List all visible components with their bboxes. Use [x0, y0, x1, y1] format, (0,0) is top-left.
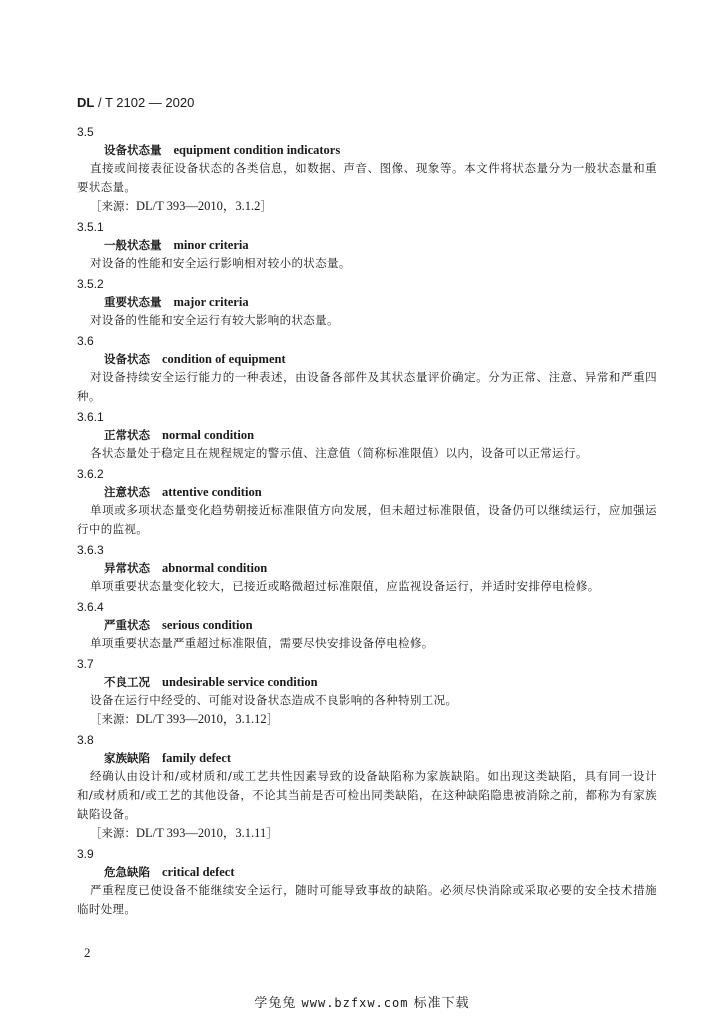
- clause-number: 3.5.2: [77, 277, 104, 291]
- term-definition: 各状态量处于稳定且在规程规定的警示值、注意值（简称标准限值）以内，设备可以正常运行。: [90, 446, 588, 460]
- source-reference: DL/T 393—2010，3.1.2: [136, 199, 261, 213]
- term-chinese: 正常状态: [104, 428, 150, 442]
- source-close: ］: [260, 199, 272, 213]
- terms-content: [77, 121, 657, 919]
- source-open: ［来源：: [90, 826, 136, 840]
- term-definition: 对设备的性能和安全运行影响相对较小的状态量。: [90, 256, 351, 270]
- footer-watermark: [0, 992, 724, 1011]
- term-chinese: 严重状态: [104, 618, 150, 632]
- term-english: condition of equipment: [162, 352, 286, 366]
- term-definition: 直接或间接表征设备状态的各类信息，如数据、声音、图像、现象等。本文件将状态量分为一般状态量和重要状态量。: [77, 161, 657, 194]
- term-chinese: 异常状态: [104, 561, 150, 575]
- clause-number: 3.6: [77, 334, 94, 348]
- term-definition: 对设备持续安全运行能力的一种表述，由设备各部件及其状态量评价确定。分为正常、注意、异常和严重四种。: [77, 370, 657, 403]
- source-open: ［来源：: [90, 712, 136, 726]
- term-heading: [77, 616, 657, 634]
- term-source: [77, 710, 657, 729]
- term-heading: [77, 483, 657, 501]
- term-heading: [77, 350, 657, 368]
- source-reference: DL/T 393—2010，3.1.12: [136, 712, 267, 726]
- term-entry: [77, 218, 657, 273]
- term-chinese: 注意状态: [104, 485, 150, 499]
- standard-prefix: DL: [77, 95, 95, 110]
- clause-number: 3.5.1: [77, 220, 104, 234]
- term-english: major criteria: [173, 295, 249, 309]
- footer-url: www.bzfxw.com: [301, 996, 409, 1010]
- term-english: attentive condition: [162, 485, 262, 499]
- clause-number: 3.6.4: [77, 600, 104, 614]
- term-heading: [77, 749, 657, 767]
- term-english: abnormal condition: [162, 561, 268, 575]
- term-definition: 单项重要状态量变化较大，已接近或略微超过标准限值，应监视设备运行，并适时安排停电检修。: [90, 579, 600, 593]
- clause-number: 3.5: [77, 125, 94, 139]
- term-english: critical defect: [162, 865, 235, 879]
- term-chinese: 危急缺陷: [104, 865, 150, 879]
- term-heading: [77, 559, 657, 577]
- term-heading: [77, 293, 657, 311]
- term-heading: [77, 236, 657, 254]
- term-entry: [77, 408, 657, 463]
- term-entry: [77, 598, 657, 653]
- term-entry: [77, 731, 657, 843]
- clause-number: 3.8: [77, 733, 94, 747]
- term-entry: [77, 465, 657, 539]
- term-definition: 对设备的性能和安全运行有较大影响的状态量。: [90, 313, 339, 327]
- standard-code-header: [77, 95, 194, 110]
- term-entry: [77, 655, 657, 729]
- term-entry: [77, 275, 657, 330]
- page-number: 2: [84, 945, 91, 960]
- term-definition: 经确认由设计和/或材质和/或工艺共性因素导致的设备缺陷称为家族缺陷。如出现这类缺陷，具有同一设计和/或材质和/或工艺的其他设备，不论其当前是否可检出同类缺陷，在这种缺陷隐患被消除之前，都称为有家族缺陷设备。: [77, 769, 657, 821]
- term-definition: 单项或多项状态量变化趋势朝接近标准限值方向发展，但未超过标准限值，设备仍可以继续运行，应加强运行中的监视。: [77, 503, 657, 536]
- clause-number: 3.6.2: [77, 467, 104, 481]
- term-heading: [77, 863, 657, 881]
- term-chinese: 家族缺陷: [104, 751, 150, 765]
- term-chinese: 设备状态: [104, 352, 150, 366]
- standard-separator: /: [94, 95, 105, 110]
- term-chinese: 不良工况: [104, 675, 150, 689]
- term-entry: [77, 332, 657, 406]
- standard-number: T 2102 — 2020: [104, 95, 195, 110]
- footer-slogan: 标准下载: [413, 996, 470, 1011]
- term-definition: 设备在运行中经受的、可能对设备状态造成不良影响的各种特别工况。: [90, 693, 458, 707]
- term-english: family defect: [162, 751, 232, 765]
- clause-number: 3.6.1: [77, 410, 104, 424]
- source-close: ］: [266, 712, 279, 726]
- clause-number: 3.6.3: [77, 543, 104, 557]
- term-english: normal condition: [162, 428, 255, 442]
- clause-number: 3.7: [77, 657, 94, 671]
- term-english: equipment condition indicators: [173, 143, 341, 157]
- term-english: minor criteria: [173, 238, 249, 252]
- term-source: [77, 197, 657, 216]
- term-definition: 单项重要状态量严重超过标准限值，需要尽快安排设备停电检修。: [90, 636, 434, 650]
- term-chinese: 设备状态量: [104, 143, 162, 157]
- term-english: undesirable service condition: [162, 675, 318, 689]
- clause-number: 3.9: [77, 847, 94, 861]
- footer-site-name: 学兔兔: [254, 996, 297, 1011]
- term-entry: [77, 541, 657, 596]
- term-definition: 严重程度已使设备不能继续安全运行，随时可能导致事故的缺陷。必须尽快消除或采取必要的安全技术措施临时处理。: [77, 883, 657, 916]
- term-entry: [77, 123, 657, 216]
- term-english: serious condition: [162, 618, 253, 632]
- term-chinese: 一般状态量: [104, 238, 162, 252]
- term-heading: [77, 673, 657, 691]
- term-entry: [77, 845, 657, 919]
- source-reference: DL/T 393—2010，3.1.11: [136, 826, 267, 840]
- term-heading: [77, 141, 657, 159]
- term-heading: [77, 426, 657, 444]
- source-open: ［来源：: [90, 199, 136, 213]
- term-chinese: 重要状态量: [104, 295, 162, 309]
- source-close: ］: [266, 826, 278, 840]
- term-source: [77, 824, 657, 843]
